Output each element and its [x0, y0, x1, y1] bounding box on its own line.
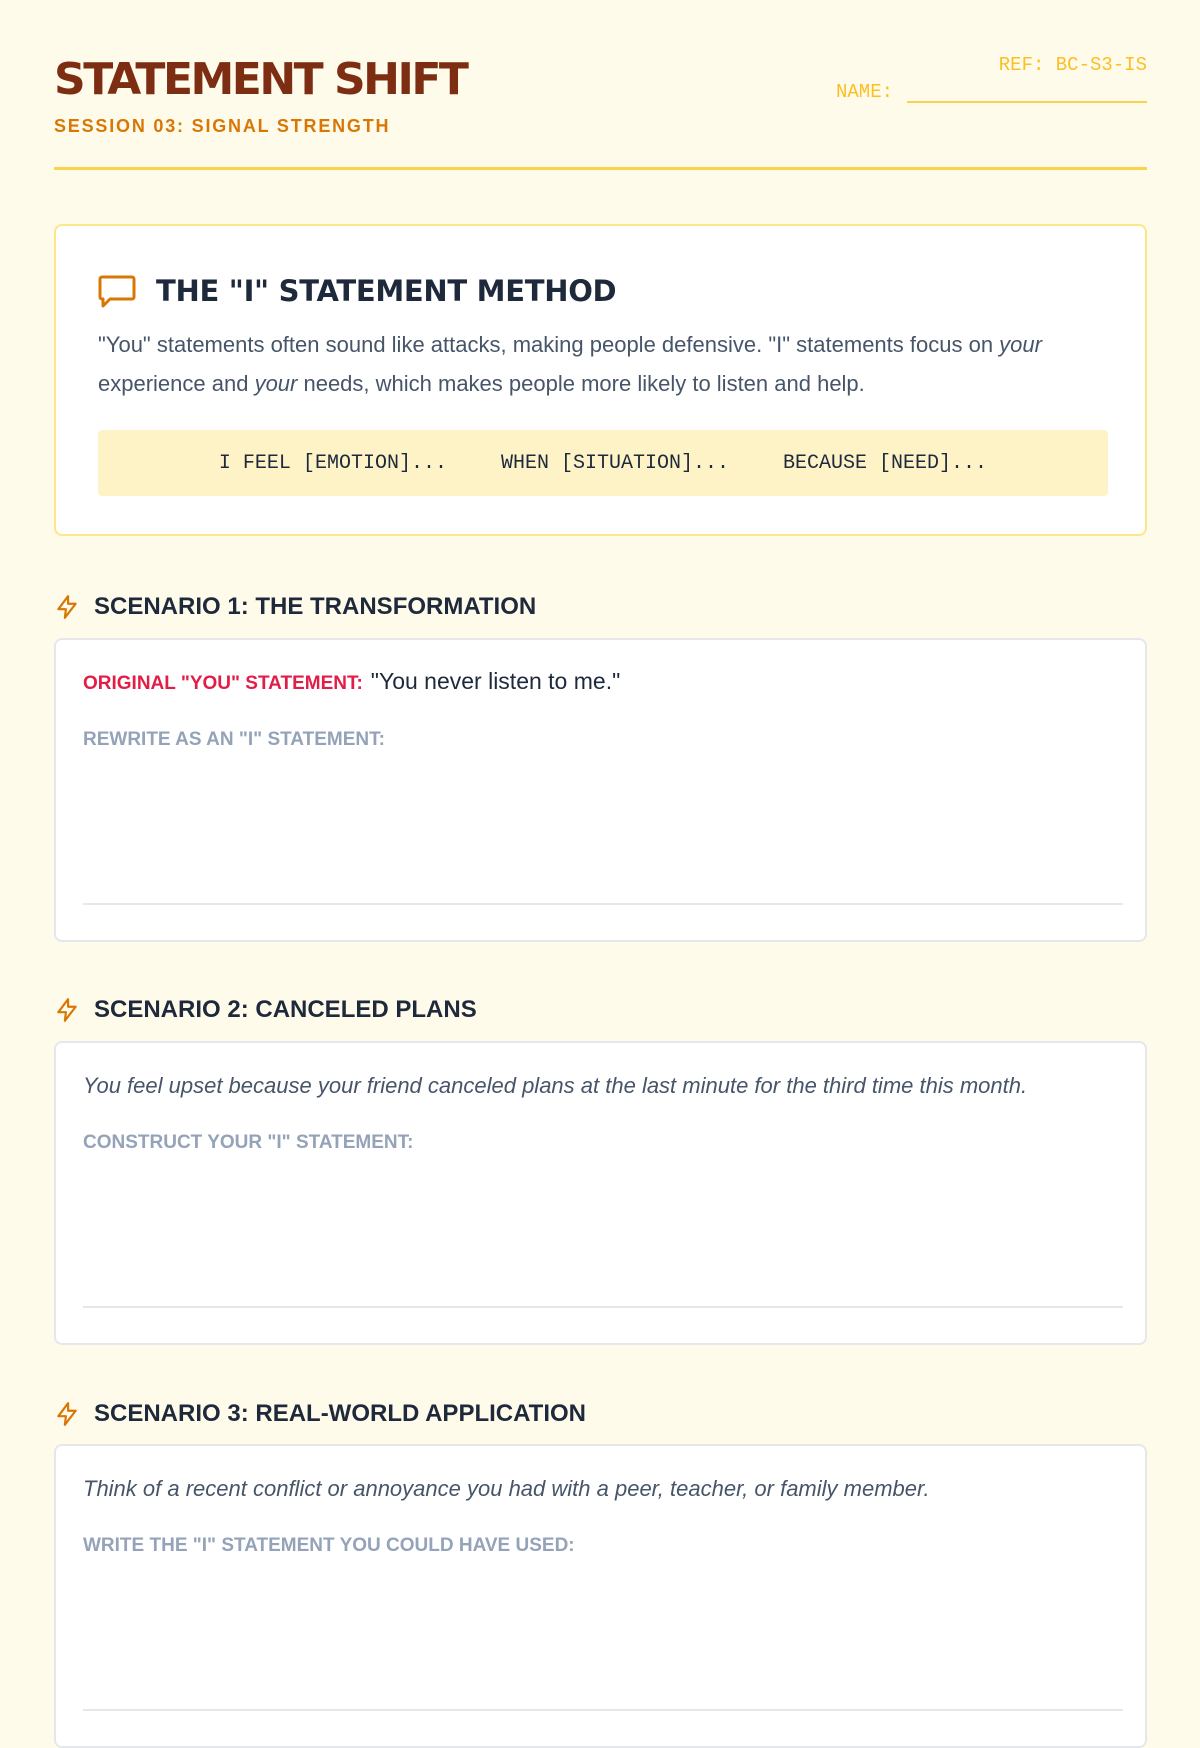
- construct-label: CONSTRUCT YOUR "I" STATEMENT:: [83, 1132, 414, 1153]
- method-text-part: "You" statements often sound like attacks, making people defensive. "I" statements focus on: [98, 332, 1000, 357]
- method-text-emphasis: your: [999, 332, 1042, 357]
- session-subtitle: SESSION 03: SIGNAL STRENGTH: [54, 116, 391, 136]
- scenario-3-card: [54, 1444, 1147, 1748]
- original-statement-label: ORIGINAL "YOU" STATEMENT:: [83, 673, 363, 694]
- page-title: STATEMENT SHIFT: [54, 54, 467, 105]
- scenario-2-prompt: You feel upset because your friend canceled plans at the last minute for the third time this month.: [83, 1073, 1028, 1098]
- lightning-bolt-icon: [54, 1401, 80, 1427]
- formula-feel: I FEEL [EMOTION]...: [218, 451, 447, 475]
- scenario-2-answer-field[interactable]: [83, 1306, 1123, 1308]
- original-statement-text: "You never listen to me.": [370, 668, 621, 694]
- method-text-part: needs, which makes people more likely to listen and help.: [297, 371, 865, 396]
- chat-bubble-icon: [98, 272, 136, 310]
- write-label: WRITE THE "I" STATEMENT YOU COULD HAVE USED:: [83, 1535, 575, 1556]
- worksheet-header: [54, 0, 1147, 170]
- original-statement-line: [83, 668, 620, 695]
- scenario-1-card: [54, 638, 1147, 942]
- name-field-row: [836, 80, 1147, 103]
- method-text-emphasis: your: [254, 371, 298, 396]
- rewrite-label: REWRITE AS AN "I" STATEMENT:: [83, 729, 385, 750]
- method-card: [54, 224, 1147, 536]
- scenario-3-heading: [54, 1400, 586, 1428]
- scenario-2-heading: [54, 996, 477, 1024]
- method-text-part: experience and: [98, 371, 255, 396]
- formula-because: BECAUSE [NEED]...: [783, 451, 988, 475]
- scenario-3-prompt: Think of a recent conflict or annoyance you had with a peer, teacher, or family member.: [83, 1476, 930, 1501]
- formula-when: WHEN [SITUATION]...: [500, 451, 730, 475]
- scenario-1-heading: [54, 593, 536, 621]
- scenario-2-title: SCENARIO 2: CANCELED PLANS: [94, 996, 477, 1023]
- reference-code: REF: BC-S3-IS: [998, 54, 1147, 76]
- scenario-1-answer-field[interactable]: [83, 903, 1123, 905]
- scenario-3-title: SCENARIO 3: REAL-WORLD APPLICATION: [94, 1400, 586, 1427]
- method-heading: [98, 272, 616, 310]
- name-label: NAME:: [835, 81, 893, 103]
- lightning-bolt-icon: [54, 997, 80, 1023]
- scenario-1-title: SCENARIO 1: THE TRANSFORMATION: [94, 593, 537, 620]
- method-description: [98, 325, 1108, 403]
- formula-box: [98, 430, 1108, 496]
- lightning-bolt-icon: [54, 594, 80, 620]
- scenario-3-answer-field[interactable]: [83, 1709, 1123, 1711]
- name-input-line[interactable]: [907, 80, 1147, 103]
- method-title: THE "I" STATEMENT METHOD: [156, 274, 617, 308]
- worksheet-page: [54, 0, 1147, 1556]
- scenario-2-card: [54, 1041, 1147, 1345]
